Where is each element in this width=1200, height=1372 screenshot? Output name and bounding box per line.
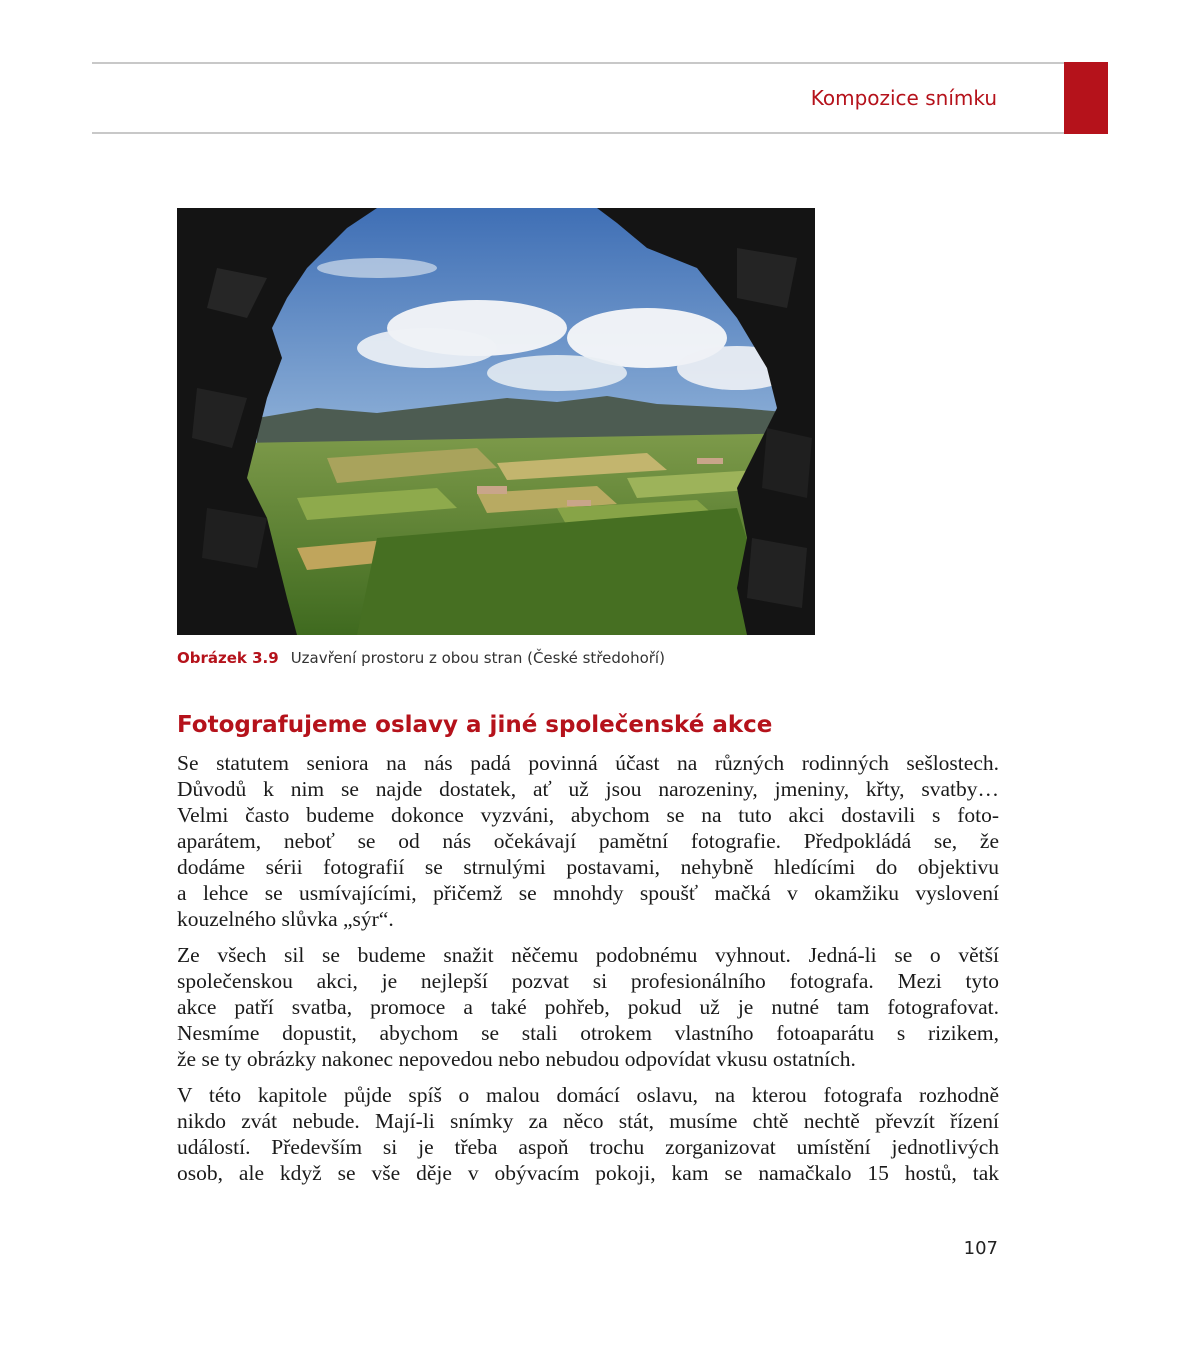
running-title: Kompozice snímku xyxy=(810,86,997,110)
text-line: dodáme sérii fotografií se strnulými postavami, nehybně hledícími do objektivu xyxy=(177,855,999,879)
text-line: aparátem, neboť se od nás očekávají pamětní fotografie. Předpokládá se, že xyxy=(177,829,999,853)
body-text xyxy=(177,750,999,1196)
section-heading: Fotografujeme oslavy a jiné společenské akce xyxy=(177,712,773,738)
text-line: osob, ale když se vše děje v obývacím pokoji, kam se namačkalo 15 hostů, tak xyxy=(177,1161,999,1185)
text-line: Důvodů k nim se najde dostatek, ať už jsou narozeniny, jmeniny, křty, svatby… xyxy=(177,777,999,801)
text-line: akce patří svatba, promoce a také pohřeb, pokud už je nutné tam fotografovat. xyxy=(177,995,999,1019)
text-line: Ze všech sil se budeme snažit něčemu podobnému vyhnout. Jedná-li se o větší xyxy=(177,943,999,967)
chapter-tab xyxy=(1064,62,1108,134)
header-rule-bottom xyxy=(92,132,1064,134)
figure-label: Obrázek 3.9 xyxy=(177,649,279,667)
figure-caption xyxy=(177,649,665,667)
paragraph-3 xyxy=(177,1082,999,1186)
text-line: kouzelného slůvka „sýr“. xyxy=(177,907,394,931)
text-line: společenskou akci, je nejlepší pozvat si profesionálního fotografa. Mezi tyto xyxy=(177,969,999,993)
text-line: nikdo zvát nebude. Mají-li snímky za něco stát, musíme chtě nechtě převzít řízení xyxy=(177,1109,999,1133)
header-rule-top xyxy=(92,62,1064,64)
text-line: Velmi často budeme dokonce vyzváni, abychom se na tuto akci dostavili s foto- xyxy=(177,803,999,827)
page-number: 107 xyxy=(963,1238,998,1259)
text-line: V této kapitole půjde spíš o malou domácí oslavu, na kterou fotografa rozhodně xyxy=(177,1083,999,1107)
text-line: a lehce se usmívajícími, přičemž se mnohdy spoušť mačká v okamžiku vyslovení xyxy=(177,881,999,905)
paragraph-1 xyxy=(177,750,999,932)
figure-caption-text: Uzavření prostoru z obou stran (České středohoří) xyxy=(290,649,665,667)
text-line: Se statutem seniora na nás padá povinná účast na různých rodinných sešlostech. xyxy=(177,751,999,775)
text-line: událostí. Především si je třeba aspoň trochu zorganizovat umístění jednotlivých xyxy=(177,1135,999,1159)
text-line: Nesmíme dopustit, abychom se stali otrokem vlastního fotoaparátu s rizikem, xyxy=(177,1021,999,1045)
figure-photo xyxy=(177,208,815,635)
landscape-photo-image xyxy=(177,208,815,635)
paragraph-2 xyxy=(177,942,999,1072)
text-line: že se ty obrázky nakonec nepovedou nebo nebudou odpovídat vkusu ostatních. xyxy=(177,1047,856,1071)
